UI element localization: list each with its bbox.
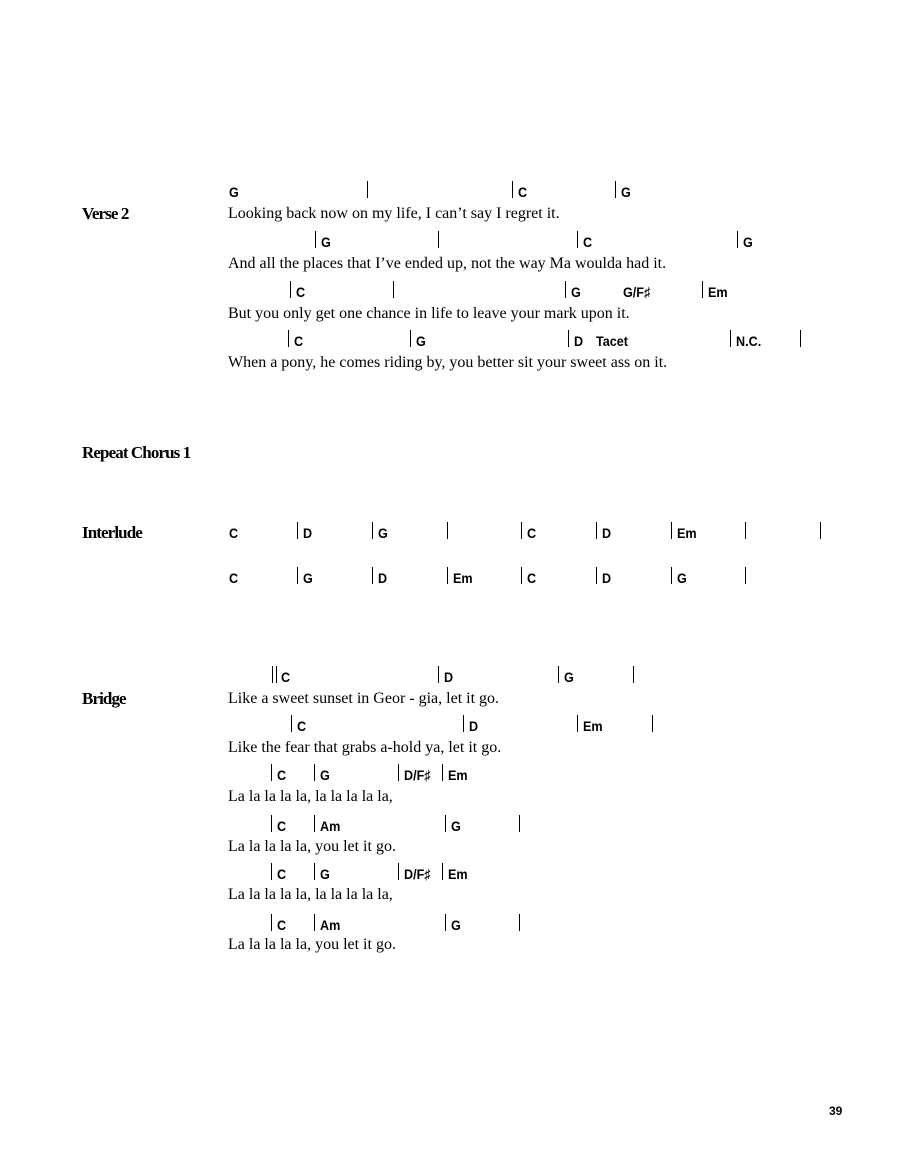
bar-line [745, 567, 746, 584]
chord-tacet: Tacet [596, 333, 628, 349]
chord: Em [448, 866, 468, 882]
lyric-line: La la la la la, la la la la la, [228, 886, 393, 903]
chord: C [518, 184, 528, 200]
bar-line [512, 181, 513, 198]
bar-line [565, 281, 566, 298]
chord: D [444, 669, 454, 685]
lyric-line: When a pony, he comes riding by, you better sit your sweet ass on it. [228, 354, 668, 371]
chord: C [527, 570, 537, 586]
chord: C [527, 525, 537, 541]
bar-line [442, 764, 443, 781]
bar-line [652, 715, 653, 732]
bar-line [291, 715, 292, 732]
section-label-bridge: Bridge [82, 689, 126, 708]
chord: Em [677, 525, 697, 541]
chord: Am [320, 917, 341, 933]
chord: C [229, 570, 239, 586]
chord: C [281, 669, 291, 685]
chord: Em [583, 718, 603, 734]
lyric-line: La la la la la, you let it go. [228, 936, 396, 953]
bar-line [671, 567, 672, 584]
bar-line [445, 914, 446, 931]
bar-line [463, 715, 464, 732]
bar-line [398, 863, 399, 880]
section-label-interlude: Interlude [82, 523, 142, 542]
chord: C [229, 525, 239, 541]
chord: G [378, 525, 388, 541]
chord: D [469, 718, 479, 734]
bar-line [372, 567, 373, 584]
chord: D [378, 570, 388, 586]
chord: G [743, 234, 753, 250]
chord: Em [448, 767, 468, 783]
bar-line [615, 181, 616, 198]
bar-line [519, 914, 520, 931]
bar-line [800, 330, 801, 347]
chord: G [303, 570, 313, 586]
chord: D [602, 525, 612, 541]
chord: G [320, 767, 330, 783]
bar-line [558, 666, 559, 683]
chord: D [303, 525, 313, 541]
double-bar-line [276, 666, 277, 683]
bar-line [519, 815, 520, 832]
chord: D/F♯ [404, 866, 431, 882]
chord: D [602, 570, 612, 586]
chord-no-chord: N.C. [736, 333, 762, 349]
lyric-line: But you only get one chance in life to leave your mark upon it. [228, 305, 630, 322]
bar-line [445, 815, 446, 832]
bar-line [730, 330, 731, 347]
bar-line [596, 522, 597, 539]
bar-line [438, 666, 439, 683]
bar-line [288, 330, 289, 347]
bar-line [314, 815, 315, 832]
chord: D [574, 333, 584, 349]
bar-line [577, 231, 578, 248]
bar-line [577, 715, 578, 732]
chord: C [296, 284, 306, 300]
chord: G [621, 184, 631, 200]
bar-line [297, 567, 298, 584]
chord: C [277, 767, 287, 783]
chord: G [229, 184, 239, 200]
bar-line [521, 567, 522, 584]
lyric-line: And all the places that I’ve ended up, not the way Ma woulda had it. [228, 255, 667, 272]
double-bar-line [272, 666, 273, 683]
bar-line [568, 330, 569, 347]
bar-line [372, 522, 373, 539]
bar-line [290, 281, 291, 298]
bar-line [596, 567, 597, 584]
bar-line [442, 863, 443, 880]
section-label-verse-2: Verse 2 [82, 204, 129, 223]
section-label-repeat-chorus: Repeat Chorus 1 [82, 443, 191, 462]
bar-line [745, 522, 746, 539]
bar-line [398, 764, 399, 781]
bar-line [671, 522, 672, 539]
bar-line [393, 281, 394, 298]
bar-line [314, 863, 315, 880]
chord: C [277, 818, 287, 834]
bar-line [271, 764, 272, 781]
bar-line [820, 522, 821, 539]
chord: D/F♯ [404, 767, 431, 783]
lyric-line: Looking back now on my life, I can’t say I regret it. [228, 205, 560, 222]
bar-line [367, 181, 368, 198]
page-number: 39 [829, 1104, 843, 1118]
chord: G [564, 669, 574, 685]
bar-line [438, 231, 439, 248]
bar-line [737, 231, 738, 248]
chord: G [451, 917, 461, 933]
bar-line [271, 815, 272, 832]
chord: G [571, 284, 581, 300]
lyric-line: Like a sweet sunset in Geor - gia, let it go. [228, 690, 500, 707]
bar-line [297, 522, 298, 539]
chord: Em [453, 570, 473, 586]
chord: C [297, 718, 307, 734]
chord: G [451, 818, 461, 834]
bar-line [271, 863, 272, 880]
chord: G [320, 866, 330, 882]
bar-line [702, 281, 703, 298]
chord: C [277, 866, 287, 882]
bar-line [271, 914, 272, 931]
bar-line [315, 231, 316, 248]
lyric-line: La la la la la, la la la la la, [228, 788, 393, 805]
bar-line [447, 567, 448, 584]
chord: Em [708, 284, 728, 300]
lyric-line: Like the fear that grabs a-hold ya, let it go. [228, 739, 502, 756]
bar-line [521, 522, 522, 539]
chord: G [677, 570, 687, 586]
bar-line [633, 666, 634, 683]
bar-line [314, 764, 315, 781]
bar-line [314, 914, 315, 931]
chord: C [277, 917, 287, 933]
chord: G/F♯ [623, 284, 651, 300]
chord: G [416, 333, 426, 349]
bar-line [410, 330, 411, 347]
chord: G [321, 234, 331, 250]
chord: C [294, 333, 304, 349]
bar-line [447, 522, 448, 539]
lyric-line: La la la la la, you let it go. [228, 838, 396, 855]
chord: Am [320, 818, 341, 834]
chord: C [583, 234, 593, 250]
